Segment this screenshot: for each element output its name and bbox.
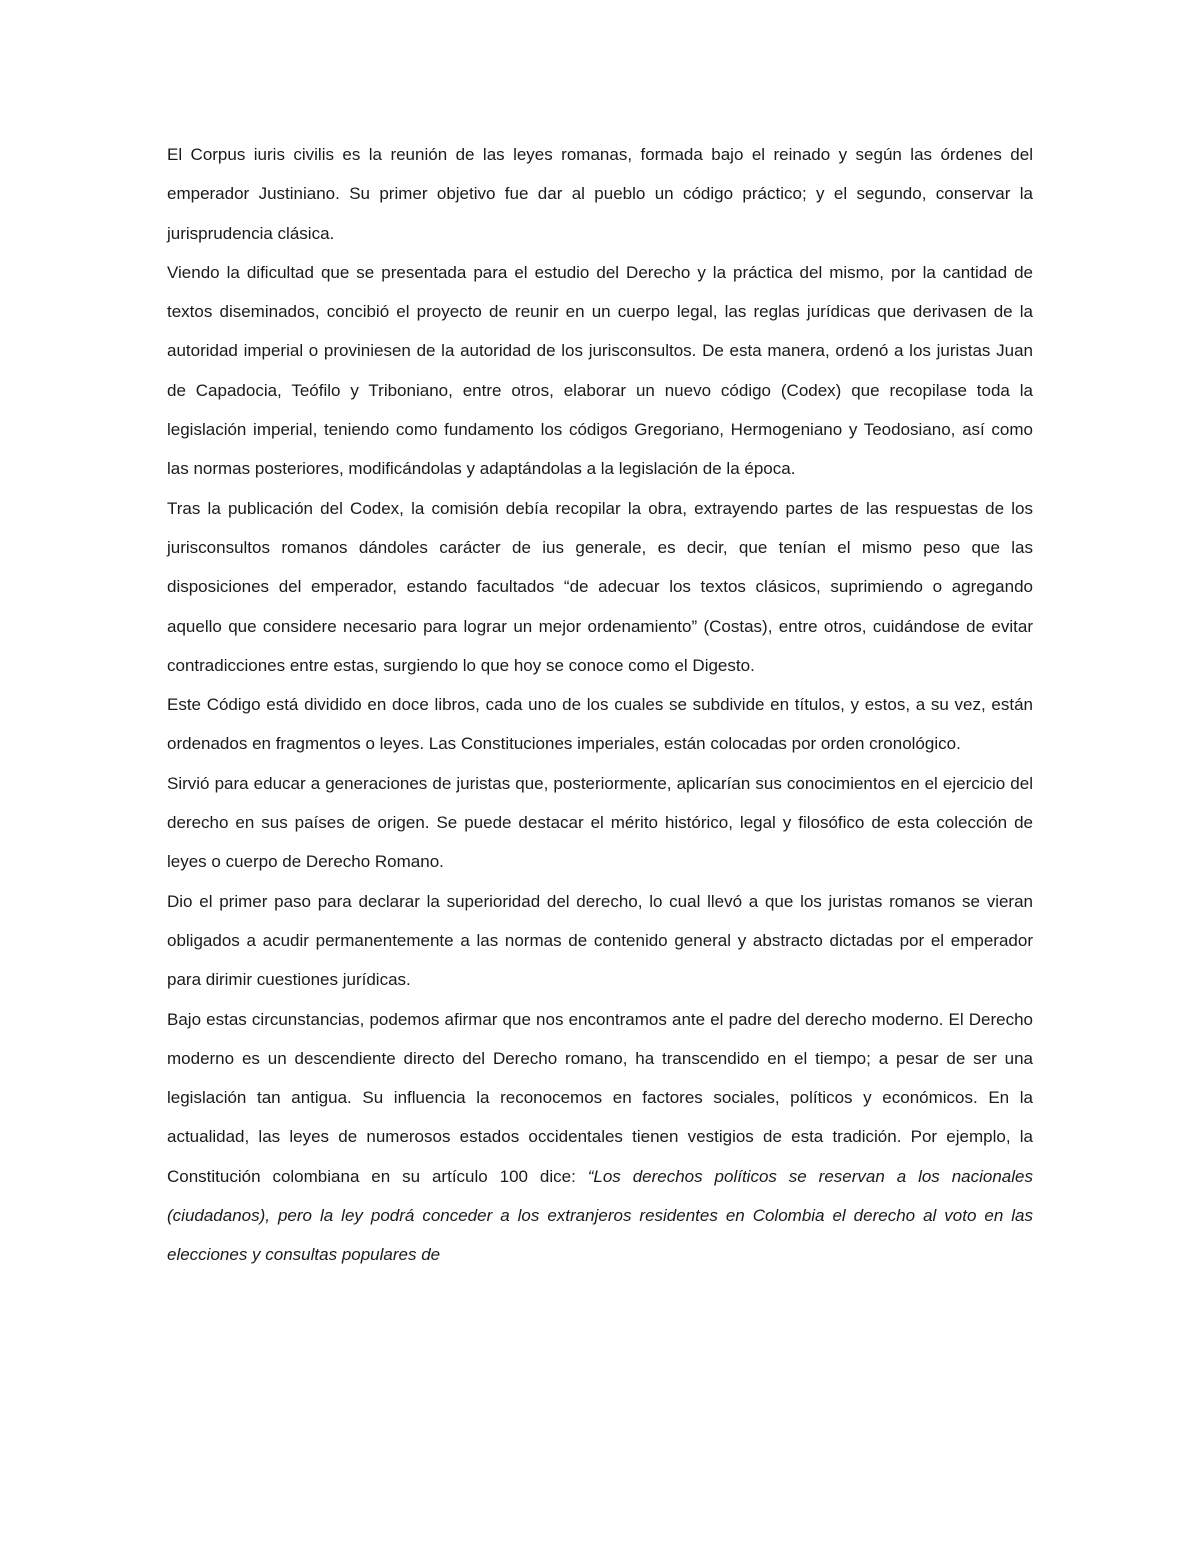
paragraph-law-superiority: Dio el primer paso para declarar la superioridad del derecho, lo cual llevó a que los juristas romanos se vieran obligados a acudir permanentemente a las normas de contenido general y abstracto dictadas por el emperador para dirimir cuestiones jurídicas. [167,891,1033,990]
paragraph-corpus-iuris: El Corpus iuris civilis es la reunión de las leyes romanas, formada bajo el reinado y según las órdenes del emperador Justiniano. Su primer objetivo fue dar al pueblo un código práctico; y el segundo, conservar la jurisprudencia clásica. [167,145,1033,243]
document-body [167,135,1033,1275]
constitution-quote: “Los derechos políticos se reservan a los nacionales (ciudadanos), pero la ley podrá conceder a los extranjeros residentes en Colombia el derecho al voto en las elecciones y consultas populares de [167,1166,1033,1265]
paragraph-modern-law [167,1000,1033,1275]
paragraph-jurist-education: Sirvió para educar a generaciones de juristas que, posteriormente, aplicarían sus conocimientos en el ejercicio del derecho en sus países de origen. Se puede destacar el mérito histórico, legal y filosófico de esta colección de leyes o cuerpo de Derecho Romano. [167,773,1033,872]
paragraph-digesto: Tras la publicación del Codex, la comisión debía recopilar la obra, extrayendo partes de las respuestas de los jurisconsultos romanos dándoles carácter de ius generale, es decir, que tenían el mismo peso que las disposiciones del emperador, estando facultados “de adecuar los textos clásicos, suprimiendo o agregando aquello que considere necesario para lograr un mejor ordenamiento” (Costas), entre otros, cuidándose de evitar contradicciones entre estas, surgiendo lo que hoy se conoce como el Digesto. [167,498,1033,675]
modern-law-text: Bajo estas circunstancias, podemos afirmar que nos encontramos ante el padre del derecho moderno. El Derecho moderno es un descendiente directo del Derecho romano, ha transcendido en el tiempo; a pesar de ser una legislación tan antigua. Su influencia la reconocemos en factores sociales, políticos y económicos. En la actualidad, las leyes de numerosos estados occidentales tienen vestigios de esta tradición. Por ejemplo, la Constitución colombiana en su artículo 100 dice: [167,1009,1033,1186]
paragraph-codex-origin: Viendo la dificultad que se presentada para el estudio del Derecho y la práctica del mismo, por la cantidad de textos diseminados, concibió el proyecto de reunir en un cuerpo legal, las reglas jurídicas que derivasen de la autoridad imperial o proviniesen de la autoridad de los jurisconsultos. De esta manera, ordenó a los juristas Juan de Capadocia, Teófilo y Triboniano, entre otros, elaborar un nuevo código (Codex) que recopilase toda la legislación imperial, teniendo como fundamento los códigos Gregoriano, Hermogeniano y Teodosiano, así como las normas posteriores, modificándolas y adaptándolas a la legislación de la época. [167,262,1033,479]
paragraph-code-structure: Este Código está dividido en doce libros, cada uno de los cuales se subdivide en títulos, y estos, a su vez, están ordenados en fragmentos o leyes. Las Constituciones imperiales, están colocadas por orden cronológico. [167,695,1033,754]
